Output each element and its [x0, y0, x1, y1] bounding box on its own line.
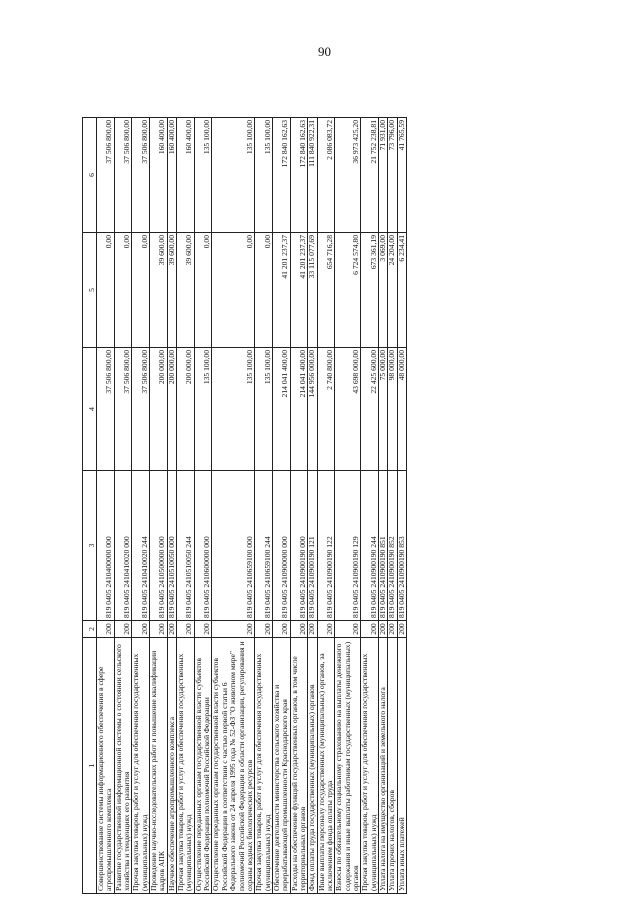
- row-name-cell: Научное обеспечение агропромышленного комплекса: [167, 638, 176, 894]
- row-col6-cell: 135 100,00: [194, 118, 212, 233]
- row-code-cell: 200: [308, 621, 317, 638]
- column-header: 5: [83, 233, 97, 348]
- row-col6-cell: 135 100,00: [255, 118, 273, 233]
- row-code-cell: 200: [272, 621, 290, 638]
- row-code-cell: 200: [212, 621, 255, 638]
- row-col6-cell: 172 840 162,63: [272, 118, 290, 233]
- row-col5-cell: 0,00: [194, 233, 212, 348]
- table-row: [194, 118, 212, 894]
- column-header: 2: [83, 621, 97, 638]
- row-col6-cell: 37 506 800,00: [114, 118, 132, 233]
- row-col6-cell: 41 765,59: [397, 118, 406, 233]
- row-code-cell: 200: [167, 621, 176, 638]
- table-row: [150, 118, 168, 894]
- row-col4-cell: 2 740 800,00: [317, 348, 335, 471]
- row-col4-cell: 75 000,00: [379, 348, 388, 471]
- row-col4-cell: 22 425 600,00: [361, 348, 379, 471]
- row-code-cell: 200: [150, 621, 168, 638]
- row-name-cell: Прочая закупка товаров, работ и услуг для обеспечения государственных (муниципальных) нужд: [177, 638, 195, 894]
- row-name-cell: Осуществление переданных органам государственной власти субъектов Российской Федерации в соответствии с частью первой статьи 6 Федерального закона от 24 апреля 1995 года № 52-ФЗ "О животном мире" полномочий Российской Федерации в области организации, регулирования и охраны водных биологических ресурсов: [212, 638, 255, 894]
- row-col5-cell: 41 201 237,37: [272, 233, 290, 348]
- row-col4-cell: 48 000,00: [397, 348, 406, 471]
- row-col5-cell: 0,00: [97, 233, 115, 348]
- row-name-cell: Взносы по обязательному социальному страхованию на выплаты денежного содержания и иные выплаты работникам государственных (муниципальных) органов: [335, 638, 361, 894]
- row-kbk-cell: 819 0405 2410900190 121: [308, 471, 317, 621]
- row-col6-cell: 172 840 162,63: [290, 118, 308, 233]
- row-name-cell: Проведение научно-исследовательских работ и повышение квалификации кадров АПК: [150, 638, 168, 894]
- row-kbk-cell: 819 0405 2410900190 129: [335, 471, 361, 621]
- row-col4-cell: 135 100,00: [255, 348, 273, 471]
- table-header-row: [83, 118, 97, 894]
- table-rotated-frame: [82, 118, 582, 894]
- row-name-cell: Совершенствование системы информационного обеспечения в сфере агропромышленного комплекса: [97, 638, 115, 894]
- row-kbk-cell: 819 0405 2410659100 244: [255, 471, 273, 621]
- row-col5-cell: 24 204,00: [388, 233, 397, 348]
- table-row: [177, 118, 195, 894]
- row-col5-cell: 33 115 077,69: [308, 233, 317, 348]
- row-col5-cell: 654 716,28: [317, 233, 335, 348]
- row-col4-cell: 98 000,00: [388, 348, 397, 471]
- row-col5-cell: 673 361,19: [361, 233, 379, 348]
- row-col5-cell: 0,00: [255, 233, 273, 348]
- row-col6-cell: 111 840 922,31: [308, 118, 317, 233]
- row-code-cell: 200: [397, 621, 406, 638]
- row-kbk-cell: 819 0405 2410600000 000: [194, 471, 212, 621]
- row-col4-cell: 200 000,00: [177, 348, 195, 471]
- table-row: [388, 118, 397, 894]
- row-code-cell: 200: [114, 621, 132, 638]
- table-row: [361, 118, 379, 894]
- row-col6-cell: 135 100,00: [212, 118, 255, 233]
- table-row: [308, 118, 317, 894]
- row-col4-cell: 200 000,00: [167, 348, 176, 471]
- row-code-cell: 200: [132, 621, 150, 638]
- table-row: [97, 118, 115, 894]
- row-name-cell: Прочая закупка товаров, работ и услуг для обеспечения государственных (муниципальных) нужд: [132, 638, 150, 894]
- table-row: [379, 118, 388, 894]
- row-kbk-cell: 819 0405 2410900000 000: [272, 471, 290, 621]
- row-kbk-cell: 819 0405 2410900190 244: [361, 471, 379, 621]
- row-col4-cell: 144 956 000,00: [308, 348, 317, 471]
- row-kbk-cell: 819 0405 2410659100 000: [212, 471, 255, 621]
- row-col4-cell: 214 041 400,00: [272, 348, 290, 471]
- row-kbk-cell: 819 0405 2410410020 244: [132, 471, 150, 621]
- column-header: 1: [83, 638, 97, 894]
- row-name-cell: Уплата иных платежей: [397, 638, 406, 894]
- table-row: [212, 118, 255, 894]
- row-col4-cell: 37 506 800,00: [132, 348, 150, 471]
- row-name-cell: Развитие государственной информационной системы о состоянии сельского хозяйства и тенденциях его развития: [114, 638, 132, 894]
- row-col5-cell: 41 201 237,37: [290, 233, 308, 348]
- row-name-cell: Фонд оплаты труда государственных (муниципальных) органов: [308, 638, 317, 894]
- row-code-cell: 200: [335, 621, 361, 638]
- row-code-cell: 200: [97, 621, 115, 638]
- row-col6-cell: 73 796,00: [388, 118, 397, 233]
- row-col4-cell: 43 698 000,00: [335, 348, 361, 471]
- row-col6-cell: 2 086 083,72: [317, 118, 335, 233]
- table-row: [290, 118, 308, 894]
- row-code-cell: 200: [290, 621, 308, 638]
- row-name-cell: Обеспечение деятельности министерства сельского хозяйства и перерабатывающей промышленности Краснодарского края: [272, 638, 290, 894]
- table-wrapper: [82, 118, 582, 894]
- row-kbk-cell: 819 0405 2410900190 000: [290, 471, 308, 621]
- row-col6-cell: 160 400,00: [150, 118, 168, 233]
- row-col5-cell: 39 600,00: [167, 233, 176, 348]
- table-row: [132, 118, 150, 894]
- table-row: [397, 118, 406, 894]
- row-kbk-cell: 819 0405 2410510050 000: [167, 471, 176, 621]
- row-col5-cell: 6 724 574,80: [335, 233, 361, 348]
- column-header: 3: [83, 471, 97, 621]
- row-kbk-cell: 819 0405 2410900190 852: [388, 471, 397, 621]
- row-name-cell: Прочая закупка товаров, работ и услуг для обеспечения государственных (муниципальных) нужд: [361, 638, 379, 894]
- row-col5-cell: 3 069,00: [379, 233, 388, 348]
- row-col6-cell: 21 752 238,81: [361, 118, 379, 233]
- table-row: [272, 118, 290, 894]
- column-header: 6: [83, 118, 97, 233]
- row-col6-cell: 36 973 425,20: [335, 118, 361, 233]
- row-name-cell: Иные выплаты персоналу государственных (муниципальных) органов, за исключением фонда оплаты труда: [317, 638, 335, 894]
- row-kbk-cell: 819 0405 2410900190 853: [397, 471, 406, 621]
- row-name-cell: Расходы на обеспечение функций государственных органов, в том числе территориальных органов: [290, 638, 308, 894]
- row-col4-cell: 37 506 800,00: [114, 348, 132, 471]
- row-code-cell: 200: [388, 621, 397, 638]
- table-row: [255, 118, 273, 894]
- column-header: 4: [83, 348, 97, 471]
- row-col5-cell: 0,00: [114, 233, 132, 348]
- page-number: 90: [318, 44, 331, 59]
- row-col4-cell: 135 100,00: [212, 348, 255, 471]
- row-col6-cell: 37 506 800,00: [97, 118, 115, 233]
- row-code-cell: 200: [177, 621, 195, 638]
- row-code-cell: 200: [317, 621, 335, 638]
- row-kbk-cell: 819 0405 2410510050 244: [177, 471, 195, 621]
- row-col5-cell: 39 600,00: [177, 233, 195, 348]
- row-kbk-cell: 819 0405 2410400000 000: [97, 471, 115, 621]
- row-name-cell: Прочая закупка товаров, работ и услуг для обеспечения государственных (муниципальных) нужд: [255, 638, 273, 894]
- row-col4-cell: 200 000,00: [150, 348, 168, 471]
- table-row: [114, 118, 132, 894]
- row-col6-cell: 71 931,00: [379, 118, 388, 233]
- row-col6-cell: 160 400,00: [167, 118, 176, 233]
- row-kbk-cell: 819 0405 2410500000 000: [150, 471, 168, 621]
- row-code-cell: 200: [194, 621, 212, 638]
- row-code-cell: 200: [379, 621, 388, 638]
- row-col5-cell: 0,00: [212, 233, 255, 348]
- row-name-cell: Уплата прочих налогов, сборов: [388, 638, 397, 894]
- row-col5-cell: 6 234,41: [397, 233, 406, 348]
- row-col5-cell: 39 600,00: [150, 233, 168, 348]
- row-code-cell: 200: [361, 621, 379, 638]
- row-name-cell: Уплата налога на имущество организаций и земельного налога: [379, 638, 388, 894]
- row-col6-cell: 160 400,00: [177, 118, 195, 233]
- row-col4-cell: 135 100,00: [194, 348, 212, 471]
- row-col4-cell: 214 041 400,00: [290, 348, 308, 471]
- row-name-cell: Осуществление переданных органам государственной власти субъектов Российской Федерации полномочий Российской Федерации: [194, 638, 212, 894]
- row-kbk-cell: 819 0405 2410410020 000: [114, 471, 132, 621]
- row-col6-cell: 37 506 800,00: [132, 118, 150, 233]
- table-row: [335, 118, 361, 894]
- budget-table: [82, 117, 407, 894]
- row-kbk-cell: 819 0405 2410900190 122: [317, 471, 335, 621]
- row-kbk-cell: 819 0405 2410900190 851: [379, 471, 388, 621]
- row-col5-cell: 0,00: [132, 233, 150, 348]
- row-code-cell: 200: [255, 621, 273, 638]
- row-col4-cell: 37 506 800,00: [97, 348, 115, 471]
- table-row: [317, 118, 335, 894]
